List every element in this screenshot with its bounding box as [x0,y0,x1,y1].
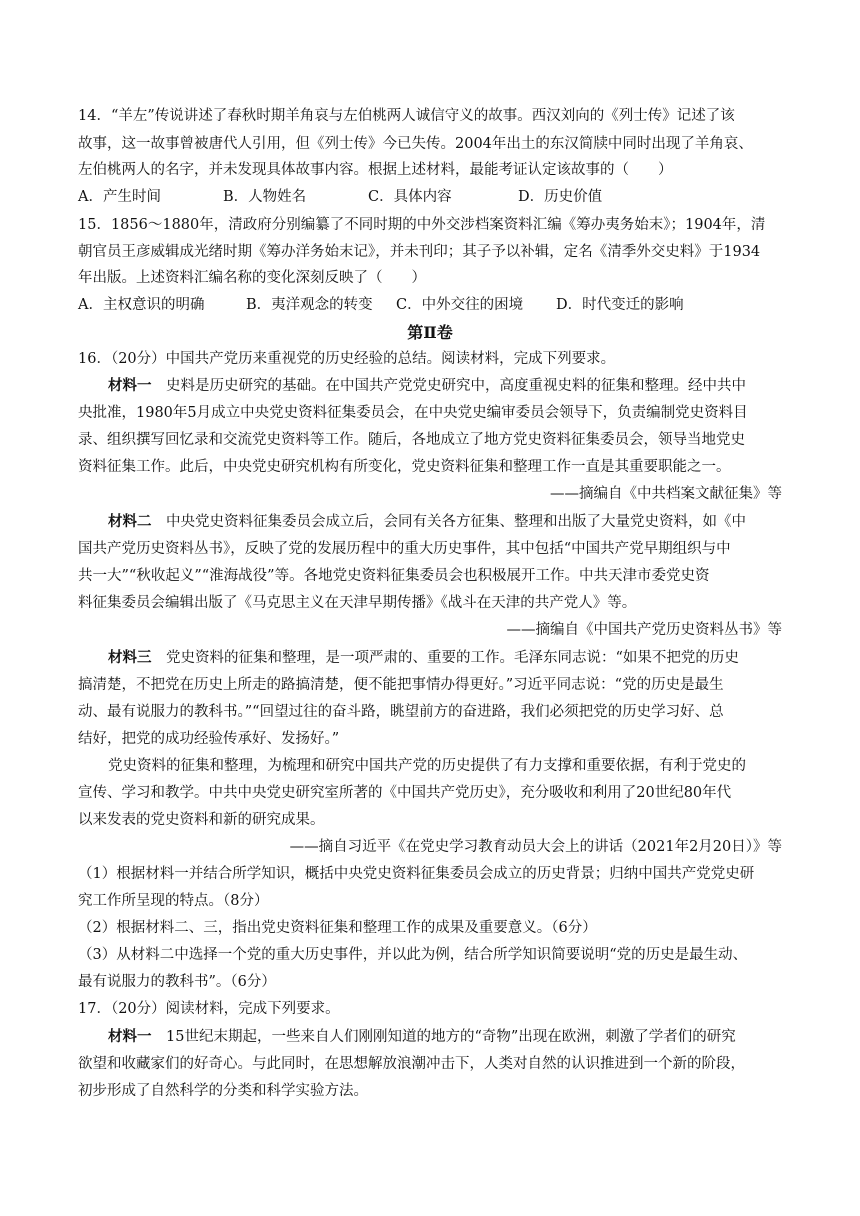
material1-label: 材料一 [108,377,152,394]
q14-line-1: 14．“羊左”传说讲述了春秋时期羊角哀与左伯桃两人诚信守义的故事。西汉刘向的《列士传》记述了该 [78,108,735,124]
q16-material3-source: ——摘自习近平《在党史学习教育动员大会上的讲话（2021年2月20日）》等 [289,839,782,855]
material1-text: 史料是历史研究的基础。在中国共产党党史研究中，高度重视史料的征集和整理。经中共中 [151,378,746,394]
q16-material1-source: ——摘编自《中共档案文献征集》等 [550,486,782,502]
q14-option-d: D．历史价值 [518,189,603,205]
q14-line-2: 故事，这一故事曾被唐代人引用，但《列士传》今已失传。2004年出土的东汉简牍中同时出现了羊角哀、 [78,136,753,152]
q16-material2-source: ——摘编自《中国共产党历史资料丛书》等 [506,622,782,638]
q16-material3-line-3: 动、最有说服力的教科书。”“回望过往的奋斗路，眺望前方的奋进路，我们必须把党的历史学习好、总 [78,704,724,720]
q14-option-a: A．产生时间 [78,189,161,205]
q17-material1-label: 材料一 [108,1028,152,1045]
q17-intro: 17．（20分）阅读材料，完成下列要求。 [78,1001,340,1017]
q16-material3-para2-line-1: 党史资料的征集和整理，为梳理和研究中国共产党的历史提供了有力支撑和重要依据，有利于党史的 [108,758,746,774]
q14-option-c: C．具体内容 [368,189,452,205]
q16-sub1-line-2: 究工作所呈现的特点。（8分） [78,893,269,909]
q15-line-3: 年出版。上述资料汇编名称的变化深刻反映了（ ） [78,270,426,286]
q14-options [78,187,602,207]
q14-option-b: B．人物姓名 [223,189,307,205]
q16-material1-line-1 [108,376,746,396]
q16-intro: 16．（20分）中国共产党历来重视党的历史经验的总结。阅读材料，完成下列要求。 [78,351,616,367]
q15-line-2: 朝官员王彦威辑成光绪时期《筹办洋务始末记》，并未刊印；其子予以补辑，定名《清季外交史料》于1934 [78,244,761,260]
material2-text: 中央党史资料征集委员会成立后，会同有关各方征集、整理和出版了大量党史资料，如《中 [151,514,746,530]
q16-material2-line-1 [108,512,746,532]
q16-material2-line-2: 国共产党历史资料丛书》，反映了党的发展历程中的重大历史事件，其中包括“中国共产党早期组织与中 [78,541,731,557]
q15-option-b: B．夷洋观念的转变 [246,297,373,313]
q16-material1-line-4: 资料征集工作。此后，中央党史研究机构有所变化，党史资料征集和整理工作一直是其重要职能之一。 [78,459,731,475]
q17-material1-line-2: 欲望和收藏家们的好奇心。与此同时，在思想解放浪潮冲击下，人类对自然的认识推进到一个新的阶段， [78,1056,745,1072]
q15-line-1: 15．1856～1880年，清政府分别编纂了不同时期的中外交涉档案资料汇编《筹办夷务始末》；1904年，清 [78,217,766,233]
q17-material1-text: 15世纪末期起，一些来自人们刚刚知道的地方的“奇物”出现在欧洲，刺激了学者们的研究 [151,1029,736,1045]
q16-sub1-line-1: （1）根据材料一并结合所学知识，概括中央党史资料征集委员会成立的历史背景；归纳中国共产党党史研 [78,866,755,882]
q16-material3-para2-line-3: 以来发表的党史资料和新的研究成果。 [78,812,325,828]
q16-material3-line-4: 结好，把党的成功经验传承好、发扬好。” [78,731,340,747]
q16-material3-line-2: 搞清楚，不把党在历史上所走的路搞清楚，便不能把事情办得更好。”习近平同志说：“党的历史是最生 [78,677,724,693]
q16-sub2: （2）根据材料二、三，指出党史资料征集和整理工作的成果及重要意义。（6分） [78,920,597,936]
material2-label: 材料二 [108,513,152,530]
q16-material2-line-4: 料征集委员会编辑出版了《马克思主义在天津早期传播》《战斗在天津的共产党人》等。 [78,595,637,611]
section-title: 第Ⅱ卷 [407,323,453,342]
q16-material3-para2-line-2: 宣传、学习和教学。中共中央党史研究室所著的《中国共产党历史》，充分吸收和利用了20世纪80年代 [78,785,732,801]
q14-line-3: 左伯桃两人的名字，并未发现具体故事内容。根据上述材料，最能考证认定该故事的（ ） [78,162,673,178]
q16-sub3-line-2: 最有说服力的教科书”。（6分） [78,974,276,990]
q16-material1-line-2: 央批准，1980年5月成立中央党史资料征集委员会，在中央党史编审委员会领导下，负责编制党史资料目 [78,405,748,421]
q16-material2-line-3: 共一大”“秋收起义”“淮海战役”等。各地党史资料征集委员会也积极展开工作。中共天津市委党史资 [78,568,710,584]
material3-text: 党史资料的征集和整理，是一项严肃的、重要的工作。毛泽东同志说：“如果不把党的历史 [151,650,739,666]
q17-material1-line-3: 初步形成了自然科学的分类和科学实验方法。 [78,1083,368,1099]
q15-option-d: D．时代变迁的影响 [556,297,684,313]
q16-material1-line-3: 录、组织撰写回忆录和交流党史资料等工作。随后，各地成立了地方党史资料征集委员会，领导当地党史 [78,432,745,448]
q16-sub3-line-1: （3）从材料二中选择一个党的重大历史事件，并以此为例，结合所学知识简要说明“党的历史是最生动、 [78,947,748,963]
q15-options [78,295,684,315]
q15-option-c: C．中外交往的困境 [396,297,524,313]
q16-material3-line-1 [108,648,739,668]
q15-option-a: A．主权意识的明确 [78,297,205,313]
q17-material1-line-1 [108,1027,736,1047]
material3-label: 材料三 [108,649,152,666]
